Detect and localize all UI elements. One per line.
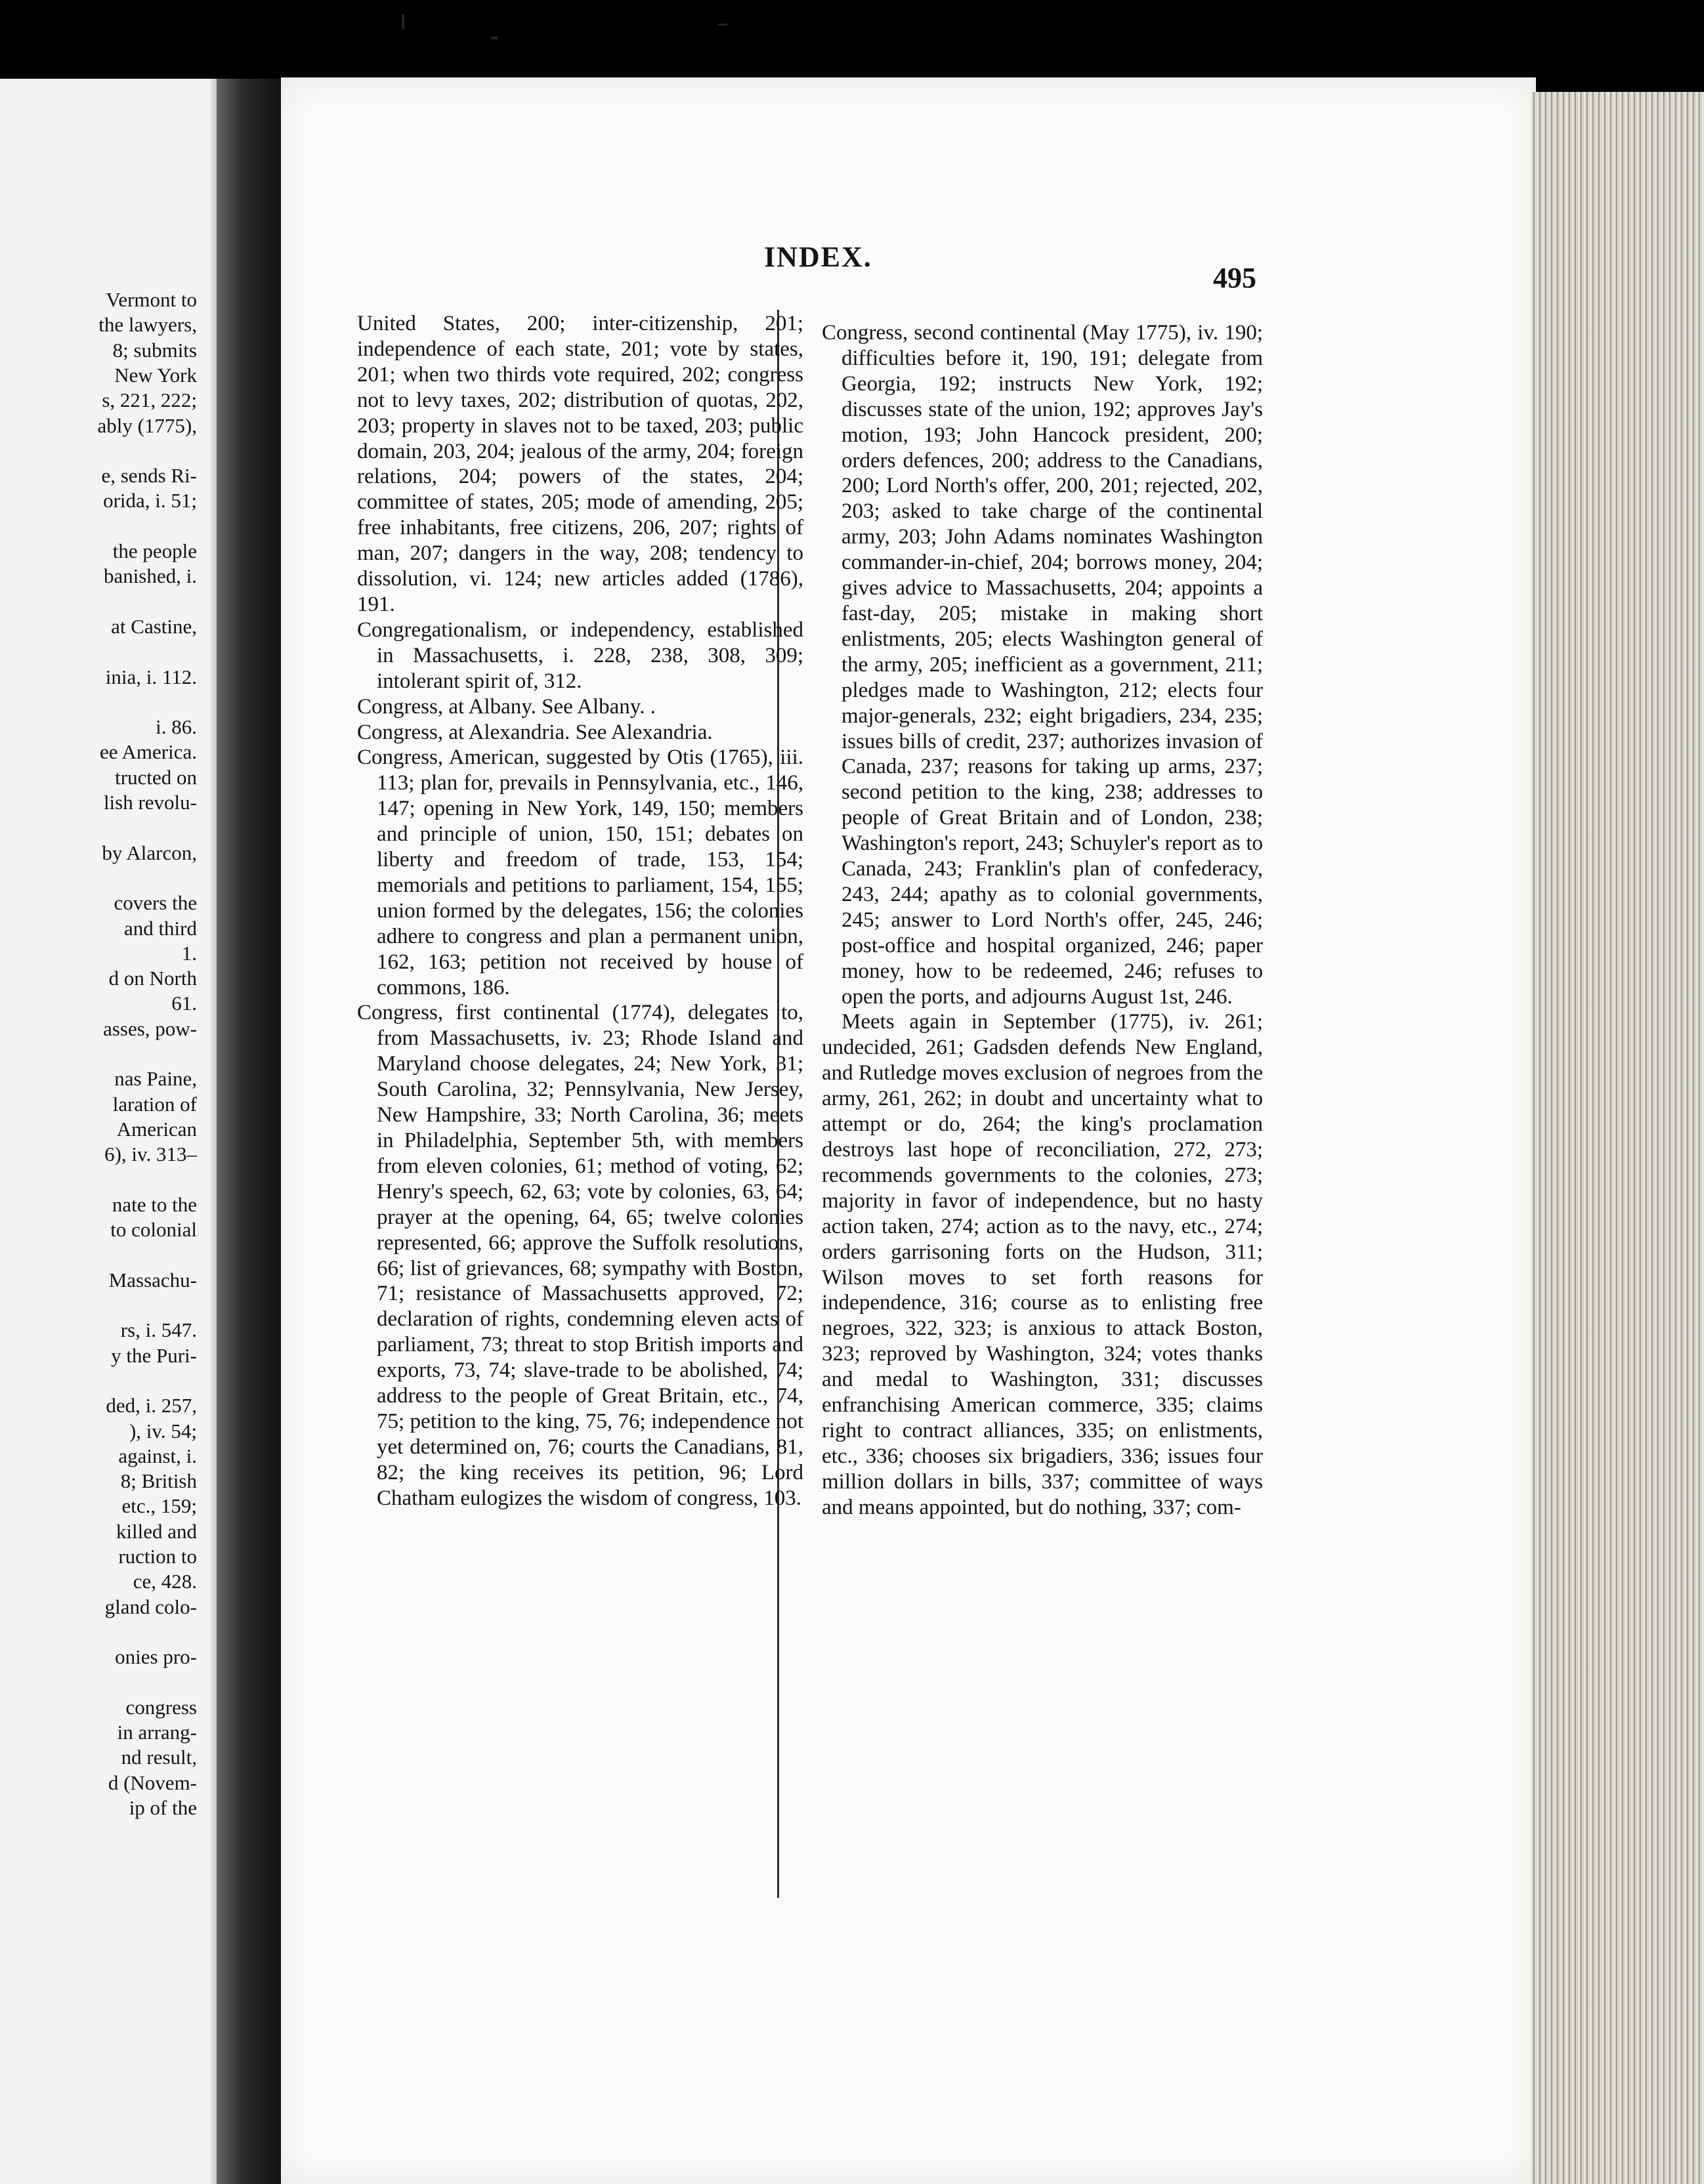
left-page-line: d (Novem-	[108, 1771, 197, 1794]
index-column-left	[357, 311, 803, 1511]
index-entry-continuation: United States, 200; inter-citizenship, 201; independence of each state, 201; vote by states, 201; when two thirds vote required, 202; congress not to levy taxes, 202; distribution of quotas, 202, 203; property in slaves not to be taxed, 203; public domain, 203, 204; jealous of the army, 204; foreign relations, 204; powers of the states, 204; committee of states, 205; mode of amending, 205; free inhabitants, free citizens, 206, 207; rights of man, 207; dangers in the way, 208; tendency to dissolution, vi. 124; new articles added (1786), 191.	[357, 312, 803, 616]
left-page-line: ), iv. 54;	[129, 1419, 197, 1442]
left-page-line: orida, i. 51;	[103, 489, 197, 513]
left-page-line: Vermont to	[106, 288, 197, 311]
left-page-line: tructed on	[115, 765, 197, 789]
left-page-line: congress	[125, 1695, 197, 1719]
index-column-right	[822, 320, 1263, 1521]
book-gutter	[217, 79, 282, 2184]
scan-mark	[718, 24, 727, 26]
left-page-line: 8; British	[120, 1469, 197, 1493]
left-page-line: d on North	[108, 967, 197, 990]
left-page-line: the people	[112, 539, 197, 562]
scan-mark	[402, 14, 404, 29]
left-page-line: 1.	[181, 941, 197, 965]
left-page-line: ruction to	[118, 1545, 197, 1568]
left-page-line: 61.	[171, 992, 197, 1015]
left-page-line: asses, pow-	[103, 1017, 197, 1040]
left-page-line: rs, i. 547.	[120, 1318, 197, 1342]
left-page-line: inia, i. 112.	[105, 665, 197, 688]
left-page-line: by Alarcon,	[102, 841, 197, 864]
left-page-line: 8; submits	[112, 338, 197, 362]
left-page-line: the lawyers,	[98, 313, 197, 337]
left-page-line: against, i.	[118, 1444, 197, 1467]
left-page-line: y the Puri-	[111, 1343, 197, 1367]
left-page-line: banished, i.	[103, 564, 197, 588]
index-entry-congress-american: Congress, American, suggested by Otis (1765), iii. 113; plan for, prevails in Pennsylvania, etc., 146, 147; opening in New York, 149, 150; members and principle of union, 150, 151; debates on liberty and freedom of trade, 153, 154; memorials and petitions to parliament, 154, 155; union formed by the delegates, 156; the colonies adhere to congress and plan a permanent union, 162, 163; petition not received by house of commons, 186.	[357, 746, 803, 999]
left-page-line: and third	[123, 916, 197, 940]
left-page-line: in arrang-	[117, 1721, 197, 1744]
left-page-line: nate to the	[112, 1192, 197, 1216]
left-page-line: gland colo-	[104, 1595, 197, 1618]
index-entry-congress-albany: Congress, at Albany. See Albany. .	[357, 694, 656, 719]
index-entry-congress-second-continental: Congress, second continental (May 1775), iv. 190; difficulties before it, 190, 191; delegate from Georgia, 192; instructs New York, 192; discusses state of the union, 192; approves Jay's motion, 193; John Hancock president, 200; orders defences, 200; address to the Canadians, 200; Lord North's offer, 200, 201; rejected, 202, 203; asked to take charge of the continental army, 203; John Adams nominates Washington commander-in-chief, 204; borrows money, 204; gives advice to Massachusetts, 204; appoints a fast-day, 205; mistake in making short enlistments, 205; elects Washington general of the army, 205; inefficient as a government, 211; pledges made to Washington, 212; elects four major-generals, 232; eight brigadiers, 234, 235; issues bills of credit, 237; authorizes invasion of Canada, 237; reasons for taking up arms, 237; second petition to the king, 238; addresses to people of Great Britain and of London, 238; Washington's report, 243; Schuyler's report as to Canada, 243; Franklin's plan of confederacy, 243, 244; apathy as to colonial governments, 245; answer to Lord North's offer, 245, 246; post-office and hospital organized, 246; paper money, how to be redeemed, 246; refuses to open the ports, and adjourns August 1st, 246.	[822, 321, 1263, 1009]
index-subentry-meets-again: Meets again in September (1775), iv. 261; undecided, 261; Gadsden defends New England, and Rutledge moves exclusion of negroes from the army, 261, 262; in doubt and uncertainty what to attempt or do, 264; the king's proclamation destroys last hope of reconciliation, 272, 273; recommends governments to the colonies, 273; majority in favor of independence, but no hasty action taken, 274; action as to the navy, etc., 274; orders garrisoning forts on the Hudson, 311; Wilson moves to set forth reasons for independence, 316; course as to enlisting free negroes, 322, 323; is anxious to attack Boston, 323; reproved by Washington, 324; votes thanks and medal to Washington, 331; discusses enfranchising American commerce, 335; claims right to contract alliances, 335; on enlistments, etc., 336; chooses six brigadiers, 336; issues four million dollars in bills, 337; committee of ways and means appointed, but do nothing, 337; com-	[822, 1010, 1263, 1519]
left-page-line: laration of	[112, 1092, 197, 1116]
left-page-line: nas Paine,	[114, 1067, 197, 1091]
left-page-line: ably (1775),	[97, 413, 197, 437]
left-page-line: at Castine,	[111, 614, 197, 638]
left-page-line: onies pro-	[115, 1645, 197, 1669]
left-facing-page	[0, 79, 236, 2184]
left-page-line: ded, i. 257,	[106, 1394, 197, 1418]
left-page-line: ip of the	[129, 1796, 197, 1819]
index-entry-congress-first-continental: Congress, first continental (1774), delegates to, from Massachusetts, iv. 23; Rhode Island and Maryland choose delegates, 24; New York, 31; South Carolina, 32; Pennsylvania, New Jersey, New Hampshire, 33; North Carolina, 36; meets in Philadelphia, September 5th, with members from eleven colonies, 61; method of voting, 62; Henry's speech, 62, 63; vote by colonies, 63, 64; prayer at the opening, 64, 65; twelve colonies represented, 66; approve the Suffolk resolutions, 66; list of grievances, 68; sympathy with Boston, 71; resistance of Massachusetts approved, 72; declaration of rights, condemning eleven acts of parliament, 73; threat to stop British imports and exports, 73, 74; slave-trade to be abolished, 74; address to the people of Great Britain, etc., 74, 75; petition to the king, 75, 76; independence not yet determined on, 76; courts the Canadians, 81, 82; the king receives its petition, 96; Lord Chatham eulogizes the wisdom of congress, 103.	[357, 1001, 803, 1510]
left-page-line: New York	[114, 363, 197, 387]
left-page-line: American	[116, 1117, 197, 1141]
left-page-line: ce, 428.	[133, 1570, 197, 1593]
left-page-line: covers the	[114, 891, 197, 915]
index-entry-congress-alexandria: Congress, at Alexandria. See Alexandria.	[357, 720, 713, 744]
left-page-line: i. 86.	[156, 715, 197, 739]
left-page-line: Massachu-	[108, 1268, 197, 1292]
left-page-line: etc., 159;	[121, 1494, 197, 1518]
index-entry-congregationalism: Congregationalism, or independency, established in Massachusetts, i. 228, 238, 308, 309; intolerant spirit of, 312.	[357, 618, 803, 693]
running-header-title: INDEX.	[764, 241, 872, 273]
left-page-line: ee America.	[99, 740, 197, 764]
left-page-line: 6), iv. 313–	[104, 1143, 197, 1166]
left-page-line: killed and	[116, 1519, 197, 1543]
left-page-line: lish revolu-	[103, 791, 197, 814]
scan-mark	[491, 37, 498, 39]
left-page-line: s, 221, 222;	[102, 388, 197, 412]
page-edges-stack	[1531, 92, 1704, 2184]
left-page-line: to colonial	[110, 1218, 197, 1242]
left-page-line: e, sends Ri-	[101, 464, 197, 488]
left-page-line: nd result,	[121, 1746, 197, 1769]
page-number: 495	[1213, 262, 1256, 294]
